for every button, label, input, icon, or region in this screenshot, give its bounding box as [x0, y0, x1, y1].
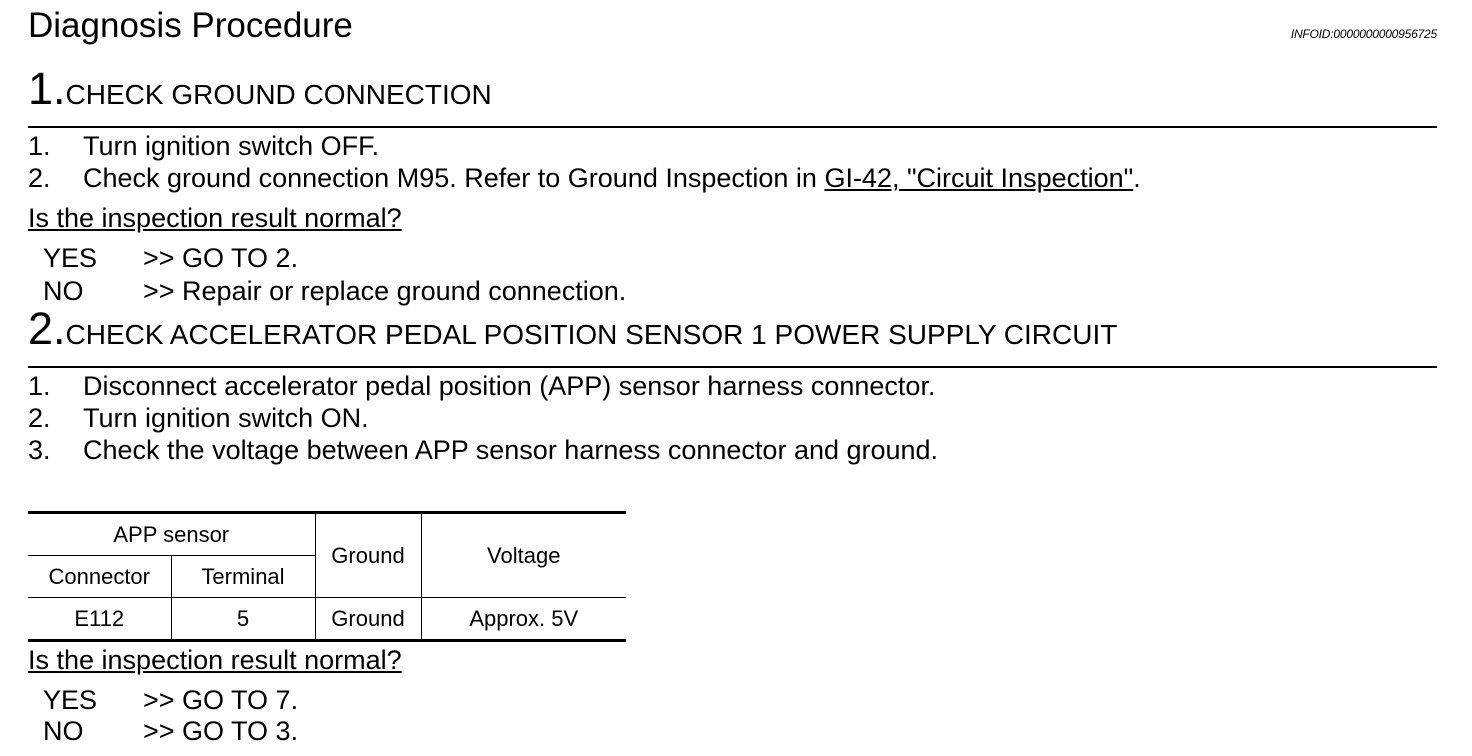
step-1-item-1 — [28, 131, 379, 162]
step-2-divider — [28, 366, 1437, 368]
answer-key: YES — [43, 243, 98, 273]
step-2-number: 2. — [28, 303, 66, 354]
app-sensor-header: APP sensor — [28, 513, 315, 556]
step-1-divider — [28, 126, 1437, 128]
item-number: 2. — [28, 403, 51, 433]
item-text: Turn ignition switch ON. — [83, 403, 369, 433]
step-2-title: CHECK ACCELERATOR PEDAL POSITION SENSOR 1 POWER SUPPLY CIRCUIT — [65, 319, 1118, 350]
voltage-header: Voltage — [421, 513, 626, 598]
item-number: 2. — [28, 163, 51, 193]
item-text: Turn ignition switch OFF. — [83, 131, 380, 161]
ground-cell: Ground — [315, 598, 421, 641]
info-id: INFOID:0000000000956725 — [1290, 27, 1437, 41]
step-2-item-3 — [28, 435, 938, 466]
voltage-cell: Approx. 5V — [421, 598, 626, 641]
step-2-item-2 — [28, 403, 369, 434]
answer-text: >> GO TO 3. — [143, 716, 299, 746]
step-1-number: 1. — [28, 63, 66, 114]
table-row — [28, 598, 626, 641]
step-2-question: Is the inspection result normal? — [28, 645, 402, 675]
step-2-answer-yes — [43, 685, 298, 716]
step-1-answer-no — [43, 276, 626, 307]
item-text: Disconnect accelerator pedal position (APP) sensor harness connector. — [83, 371, 936, 401]
terminal-header: Terminal — [171, 556, 315, 598]
step-2-answer-no — [43, 716, 298, 747]
connector-header: Connector — [28, 556, 171, 598]
answer-text: >> Repair or replace ground connection. — [143, 276, 627, 306]
step-1-answer-yes — [43, 243, 298, 274]
item-number: 1. — [28, 371, 51, 401]
item-number: 1. — [28, 131, 51, 161]
page-title: Diagnosis Procedure — [28, 6, 353, 45]
circuit-inspection-link[interactable]: GI-42, "Circuit Inspection" — [824, 163, 1134, 193]
table-header-row — [28, 513, 626, 556]
step-1-heading — [28, 63, 492, 114]
voltage-spec-table — [28, 511, 626, 642]
item-text: Check ground connection M95. Refer to Ground Inspection in — [83, 163, 825, 193]
item-text: Check the voltage between APP sensor harness connector and ground. — [83, 435, 939, 465]
step-2-heading — [28, 303, 1118, 354]
answer-key: NO — [43, 276, 84, 306]
connector-cell: E112 — [28, 598, 171, 641]
item-number: 3. — [28, 435, 51, 465]
step-1-item-2 — [28, 163, 1141, 194]
step-1-question: Is the inspection result normal? — [28, 203, 402, 233]
step-2-item-1 — [28, 371, 935, 402]
step-1-title: CHECK GROUND CONNECTION — [65, 79, 492, 110]
terminal-cell: 5 — [171, 598, 315, 641]
answer-key: YES — [43, 685, 98, 715]
answer-key: NO — [43, 716, 84, 746]
answer-text: >> GO TO 7. — [143, 685, 299, 715]
ground-header: Ground — [315, 513, 421, 598]
item-text-end: . — [1133, 163, 1141, 193]
answer-text: >> GO TO 2. — [143, 243, 299, 273]
